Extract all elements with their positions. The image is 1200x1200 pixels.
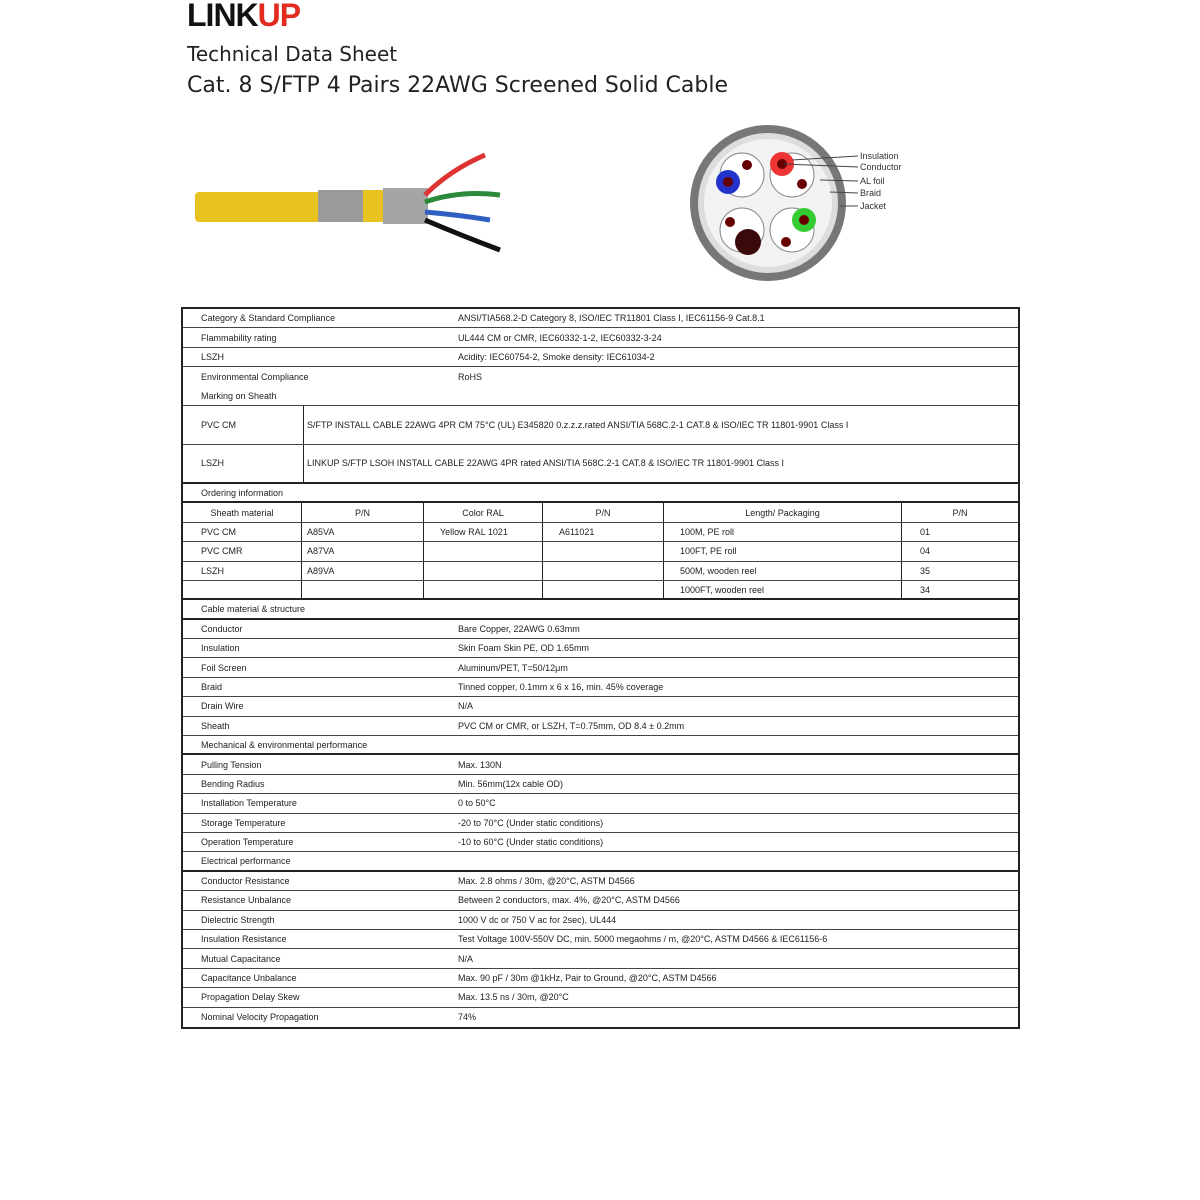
spec-value: Max. 13.5 ns / 30m, @20°C [458,992,569,1003]
spec-value: Skin Foam Skin PE, OD 1.65mm [458,643,590,654]
spec-row [183,891,1018,910]
cable-cross-section-diagram [680,120,920,290]
spec-label: Environmental Compliance [201,371,309,382]
spec-row [183,833,1018,852]
spec-value: Max. 2.8 ohms / 30m, @20°C, ASTM D4566 [458,875,635,886]
spec-label: Flammability rating [201,332,277,343]
spec-label: Pulling Tension [201,759,262,770]
spec-value: Between 2 conductors, max. 4%, @20°C, ASTM D4566 [458,895,680,906]
label-al-foil: AL foil [860,176,885,186]
spec-value: RoHS [458,371,483,382]
spec-label: Storage Temperature [201,817,286,828]
spec-label: LSZH [201,351,225,362]
marking-label: PVC CM [183,406,304,444]
logo-text-accent: UP [257,0,301,33]
spec-value: Max. 130N [458,759,502,770]
spec-label: Bending Radius [201,779,265,789]
ordering-cell: 34 [920,584,931,595]
spec-value: Min. 56mm(12x cable OD) [458,779,564,789]
spec-value: N/A [458,701,474,712]
spec-row [183,678,1018,697]
spec-label: Operation Temperature [201,837,294,848]
spec-row [183,911,1018,930]
section-title-row [183,484,1018,503]
spec-label: Conductor Resistance [201,875,290,886]
spec-value: Max. 90 pF / 30m @1kHz, Pair to Ground, @20°C, ASTM D4566 [458,972,717,983]
spec-row [183,872,1018,891]
ordering-cell [424,581,543,598]
spec-value: 1000 V dc or 750 V ac for 2sec), UL444 [458,914,617,925]
section-title: Electrical performance [201,856,291,867]
ordering-cell: A85VA [302,523,424,541]
section-title-row [183,387,1018,406]
spec-row [183,328,1018,347]
ordering-cell: LSZH [183,562,302,580]
marking-value: S/FTP INSTALL CABLE 22AWG 4PR CM 75°C (UL) E345820 0.z.z.z.rated ANSI/TIA 568C.2-1 CAT.8 & ISO/IEC TR 11801-9901 Class I [307,419,849,430]
section-title-row [183,852,1018,871]
column-header: P/N [543,503,664,521]
column-header: P/N [952,507,968,518]
section-title-row [183,600,1018,619]
ordering-cell [543,562,664,580]
column-header: Length/ Packaging [664,503,902,521]
spec-table [181,307,1020,1029]
spec-value: -20 to 70°C (Under static conditions) [458,817,604,828]
ordering-cell: 100FT, PE roll [664,542,902,560]
label-conductor: Conductor [860,162,902,172]
column-header: Color RAL [424,503,543,521]
spec-label: Sheath [201,720,230,731]
spec-label: Category & Standard Compliance [201,313,336,324]
spec-label: Foil Screen [201,662,247,673]
ordering-row [183,542,1018,561]
spec-label: Mutual Capacitance [201,953,281,964]
spec-label: Dielectric Strength [201,914,275,925]
spec-value: -10 to 60°C (Under static conditions) [458,837,604,848]
spec-label: Propagation Delay Skew [201,992,300,1003]
ordering-cell: A89VA [302,562,424,580]
ordering-cell: 01 [920,526,931,537]
label-jacket: Jacket [860,201,887,211]
ordering-cell [183,581,302,598]
spec-value: Bare Copper, 22AWG 0.63mm [458,623,580,634]
ordering-row [183,581,1018,600]
spec-row [183,988,1018,1007]
spec-label: Drain Wire [201,701,244,712]
linkup-logo [187,0,301,33]
spec-value: Aluminum/PET, T=50/12μm [458,662,568,673]
spec-label: Installation Temperature [201,798,297,809]
spec-value: 74% [458,1012,477,1023]
label-braid: Braid [860,188,882,198]
spec-value: Test Voltage 100V-550V DC, min. 5000 megaohms / m, @20°C, ASTM D4566 & IEC61156-6 [458,934,828,945]
spec-row [183,1008,1018,1027]
spec-label: Braid [201,682,223,693]
spec-row [183,930,1018,949]
spec-value: N/A [458,953,474,964]
spec-row [183,697,1018,716]
spec-label: Conductor [201,623,243,634]
spec-row [183,717,1018,736]
ordering-cell: 04 [920,546,931,557]
spec-row [183,794,1018,813]
spec-value: Tinned copper, 0.1mm x 6 x 16, min. 45% coverage [458,682,664,693]
spec-row [183,775,1018,794]
spec-value: UL444 CM or CMR, IEC60332-1-2, IEC60332-3-24 [458,332,662,343]
spec-row [183,309,1018,328]
spec-value: ANSI/TIA568.2-D Category 8, ISO/IEC TR11801 Class I, IEC61156-9 Cat.8.1 [458,313,765,324]
ordering-cell: 35 [920,565,931,576]
section-title: Mechanical & environmental performance [201,739,368,750]
spec-row [183,814,1018,833]
section-title-row [183,736,1018,755]
spec-row [183,620,1018,639]
marking-value: LINKUP S/FTP LSOH INSTALL CABLE 22AWG 4PR rated ANSI/TIA 568C.2-1 CAT.8 & ISO/IEC TR 11801-9901 Class I [307,458,785,469]
marking-label: LSZH [183,445,304,482]
column-header: P/N [302,503,424,521]
doc-type: Technical Data Sheet [187,42,398,66]
product-title: Cat. 8 S/FTP 4 Pairs 22AWG Screened Solid Cable [187,73,728,98]
ordering-cell: A87VA [302,542,424,560]
ordering-cell [302,581,424,598]
spec-row [183,639,1018,658]
spec-label: Resistance Unbalance [201,895,292,906]
spec-row [183,969,1018,988]
cable-illustration [190,140,510,260]
spec-row [183,367,1018,386]
ordering-cell [424,562,543,580]
spec-value: PVC CM or CMR, or LSZH, T=0.75mm, OD 8.4 ± 0.2mm [458,720,685,731]
column-header: Sheath material [183,503,302,521]
spec-value: Acidity: IEC60754-2, Smoke density: IEC61034-2 [458,351,655,362]
spec-row [183,755,1018,774]
ordering-cell [543,542,664,560]
logo-text: LINK [187,0,258,33]
spec-label: Nominal Velocity Propagation [201,1012,319,1023]
ordering-row [183,562,1018,581]
ordering-title: Ordering information [201,487,284,498]
ordering-header-row [183,503,1018,522]
marking-row [183,445,1018,484]
ordering-cell: A611021 [543,523,664,541]
ordering-cell: 500M, wooden reel [664,562,902,580]
marking-row [183,406,1018,445]
ordering-cell: 1000FT, wooden reel [664,581,902,598]
spec-row [183,949,1018,968]
spec-row [183,658,1018,677]
ordering-row [183,523,1018,542]
spec-value: 0 to 50°C [458,798,496,809]
label-insulation: Insulation [860,151,899,161]
ordering-cell: 100M, PE roll [664,523,902,541]
spec-label: Insulation [201,643,240,654]
spec-label: Capacitance Unbalance [201,972,297,983]
ordering-cell: PVC CMR [183,542,302,560]
spec-row [183,348,1018,367]
marking-title: Marking on Sheath [201,390,277,401]
section-title: Cable material & structure [201,603,306,614]
ordering-cell: PVC CM [183,523,302,541]
ordering-cell [543,581,664,598]
spec-label: Insulation Resistance [201,934,287,945]
ordering-cell [424,542,543,560]
ordering-cell: Yellow RAL 1021 [424,523,543,541]
